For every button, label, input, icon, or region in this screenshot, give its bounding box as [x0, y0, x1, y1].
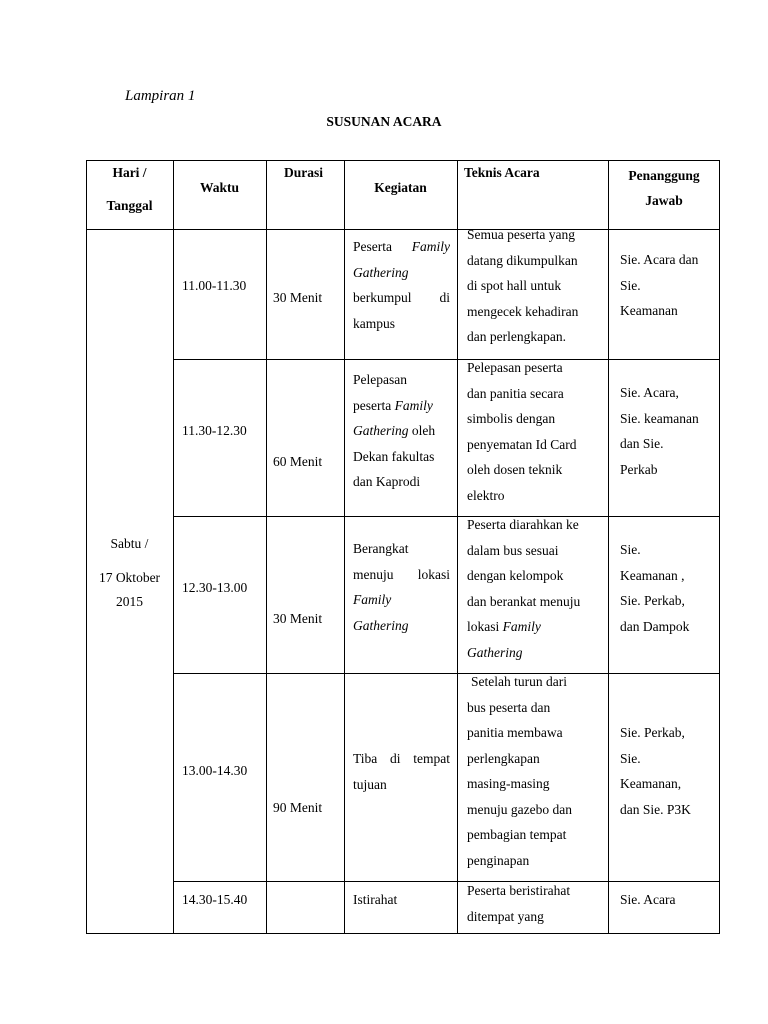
document-title: SUSUNAN ACARA: [326, 114, 442, 129]
activity-cell: Pelepasan peserta Family Gathering oleh Dekan fakultas dan Kaprodi: [353, 372, 436, 489]
technique-cell: Setelah turun dari bus peserta dan panitia membawa perlengkapan masing-masing menuju gazebo dan pembagian tempat penginapan: [467, 674, 572, 868]
pic-cell: Sie. Acara dan Sie. Keamanan: [620, 252, 699, 318]
time-cell: 14.30-15.40: [182, 892, 248, 907]
header-kegiatan: Kegiatan: [374, 180, 427, 195]
duration-cell: 30 Menit: [273, 611, 323, 626]
column-divider: [457, 160, 458, 934]
technique-cell: Peserta beristirahat ditempat yang: [467, 883, 571, 924]
time-cell: 13.00-14.30: [182, 763, 248, 778]
pic-cell: Sie. Perkab, Sie. Keamanan, dan Sie. P3K: [620, 725, 691, 817]
header-teknis: Teknis Acara: [464, 165, 540, 180]
header-hari: Hari /: [112, 165, 147, 180]
row-divider: [173, 673, 720, 674]
day-name: Sabtu /: [110, 536, 149, 551]
header-tanggal: Tanggal: [106, 198, 153, 213]
header-jawab: Jawab: [645, 193, 683, 208]
day-year: 2015: [116, 594, 143, 609]
attachment-label: Lampiran 1: [125, 88, 196, 104]
column-divider: [344, 160, 345, 934]
header-durasi: Durasi: [284, 165, 324, 180]
duration-cell: 30 Menit: [273, 290, 323, 305]
pic-cell: Sie. Acara: [620, 892, 676, 907]
column-divider: [608, 160, 609, 934]
activity-cell: Tiba di tempat tujuan: [353, 751, 450, 792]
day-date: 17 Oktober: [98, 570, 161, 585]
row-divider: [173, 881, 720, 882]
header-divider: [86, 229, 720, 230]
time-cell: 11.30-12.30: [182, 423, 247, 438]
column-divider: [266, 160, 267, 934]
header-waktu: Waktu: [199, 180, 240, 195]
time-cell: 11.00-11.30: [182, 278, 247, 293]
technique-cell: Peserta diarahkan ke dalam bus sesuai dengan kelompok dan berankat menuju lokasi Family Gathering: [467, 517, 581, 660]
activity-cell: Peserta Family Gathering berkumpul di kampus: [353, 239, 450, 331]
activity-cell: Berangkat menuju lokasi Family Gathering: [353, 541, 450, 633]
duration-cell: 60 Menit: [273, 454, 323, 469]
technique-cell: Pelepasan peserta dan panitia secara simbolis dengan penyematan Id Card oleh dosen teknik elektro: [467, 360, 577, 503]
technique-cell: Semua peserta yang datang dikumpulkan di spot hall untuk mengecek kehadiran dan perlengkapan.: [467, 227, 579, 344]
duration-cell: 90 Menit: [273, 800, 323, 815]
row-divider: [173, 516, 720, 517]
pic-cell: Sie. Acara, Sie. keamanan dan Sie. Perkab: [620, 385, 699, 477]
header-penanggung: Penanggung: [628, 168, 700, 183]
pic-cell: Sie. Keamanan , Sie. Perkab, dan Dampok: [620, 542, 690, 634]
column-divider: [173, 160, 174, 934]
activity-cell: Istirahat: [353, 892, 398, 907]
row-divider: [173, 359, 720, 360]
time-cell: 12.30-13.00: [182, 580, 248, 595]
